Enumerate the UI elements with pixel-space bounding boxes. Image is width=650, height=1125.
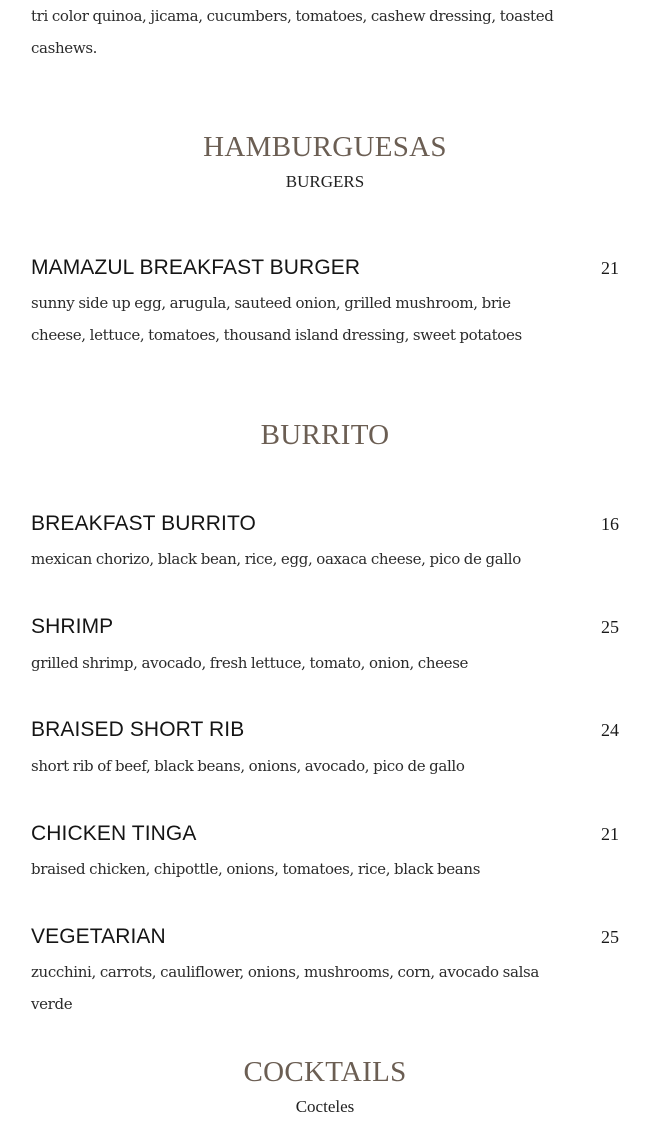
menu-item-description: mexican chorizo, black bean, rice, egg, oaxaca cheese, pico de gallo [31, 550, 521, 568]
menu-item-description: sunny side up egg, arugula, sauteed onion, grilled mushroom, brie cheese, lettuce, tomatoes, thousand island dressing, sweet potatoes [31, 294, 522, 344]
section-title-cocktails: COCKTAILS [243, 1056, 407, 1088]
menu-item-price: 24 [601, 720, 619, 740]
menu-item-description: braised chicken, chipottle, onions, tomatoes, rice, black beans [31, 860, 481, 878]
menu-item-price: 25 [601, 617, 619, 637]
menu-item-name: BRAISED SHORT RIB [31, 718, 245, 741]
menu-item-price: 25 [601, 927, 619, 947]
menu-item-price: 21 [601, 824, 619, 844]
section-subtitle-burgers: BURGERS [285, 172, 365, 191]
menu-item-price: 16 [601, 514, 619, 534]
menu-item-name: SHRIMP [31, 615, 114, 638]
menu-item-name: CHICKEN TINGA [31, 822, 197, 845]
section-subtitle-cocteles: Cocteles [295, 1097, 355, 1116]
menu-item-description: grilled shrimp, avocado, fresh lettuce, tomato, onion, cheese [31, 654, 469, 672]
menu-item-name: VEGETARIAN [31, 925, 166, 948]
menu-item-description: short rib of beef, black beans, onions, avocado, pico de gallo [31, 757, 465, 775]
menu-item-price: 21 [601, 258, 619, 278]
section-title-hamburguesas: HAMBURGUESAS [203, 131, 447, 163]
section-title-burrito: BURRITO [260, 419, 390, 451]
menu-item-name: BREAKFAST BURRITO [31, 512, 256, 535]
menu-item-description: zucchini, carrots, cauliflower, onions, mushrooms, corn, avocado salsa verde [31, 963, 539, 1013]
intro-item-description: tri color quinoa, jicama, cucumbers, tomatoes, cashew dressing, toasted cashews. [31, 7, 554, 57]
menu-item-name: MAMAZUL BREAKFAST BURGER [31, 256, 361, 279]
